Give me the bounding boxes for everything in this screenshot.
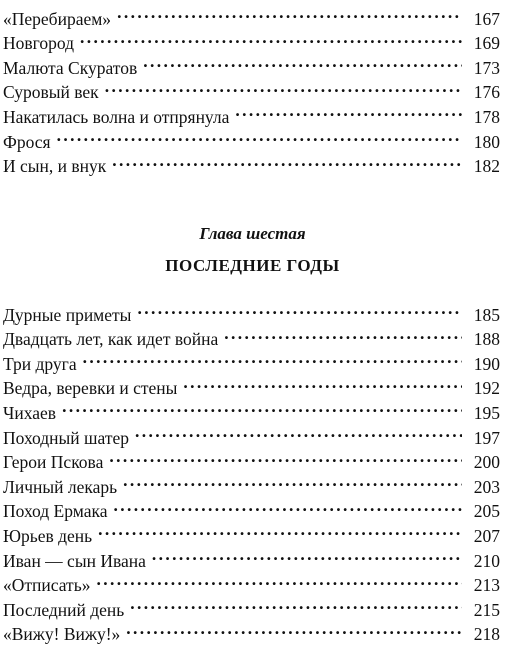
- toc-entry-title: «Отписать»: [3, 575, 91, 596]
- toc-entry-page-number: 176: [473, 82, 500, 103]
- toc-entry[interactable]: [3, 148, 500, 177]
- toc-entry[interactable]: [3, 394, 500, 423]
- toc-entry-title: Двадцать лет, как идет война: [3, 329, 219, 350]
- toc-entry-title: Фрося: [3, 131, 51, 152]
- dot-leader: [123, 468, 462, 493]
- dot-leader: [135, 419, 462, 444]
- toc-entry-page-number: 218: [473, 624, 500, 645]
- toc-entry-page-number: 205: [473, 501, 500, 522]
- toc-entry-title: Поход Ермака: [3, 501, 108, 522]
- chapter-title: ПОСЛЕДНИЕ ГОДЫ: [165, 256, 340, 275]
- dot-leader: [113, 493, 462, 518]
- toc-entry-title: Последний день: [3, 599, 125, 620]
- toc-entry-page-number: 173: [473, 57, 500, 78]
- dot-leader: [235, 98, 462, 123]
- toc-entry-title: Три друга: [3, 353, 77, 374]
- toc-entry-page-number: 210: [473, 550, 500, 571]
- dot-leader: [112, 148, 462, 173]
- toc-entry-title: Малюта Скуратов: [3, 57, 138, 78]
- toc-entry-title: Походный шатер: [3, 427, 130, 448]
- dot-leader: [224, 321, 462, 346]
- toc-entry-title: Иван — сын Ивана: [3, 550, 146, 571]
- dot-leader: [98, 517, 462, 542]
- toc-entry-page-number: 178: [473, 106, 500, 127]
- toc-entry-title: Ведра, веревки и стены: [3, 378, 178, 399]
- dot-leader: [117, 0, 462, 25]
- toc-entry-title: «Перебираем»: [3, 8, 112, 29]
- toc-entry[interactable]: [3, 0, 500, 29]
- toc-entry-title: Дурные приметы: [3, 304, 132, 325]
- toc-entry[interactable]: [3, 419, 500, 448]
- toc-entry-page-number: 200: [473, 452, 500, 473]
- toc-entry-title: Суровый век: [3, 82, 99, 103]
- toc-entry-page-number: 195: [473, 402, 500, 423]
- dot-leader: [130, 591, 462, 616]
- chapter-label: Глава шестая: [199, 224, 306, 243]
- dot-leader: [143, 49, 462, 74]
- toc-entry-page-number: 192: [473, 378, 500, 399]
- toc-entry-page-number: 190: [473, 353, 500, 374]
- toc-entry-page-number: 167: [473, 8, 500, 29]
- toc-entry-page-number: 207: [473, 525, 500, 546]
- toc-entry-page-number: 215: [473, 599, 500, 620]
- dot-leader: [137, 296, 462, 321]
- dot-leader: [57, 123, 462, 148]
- toc-entry-title: Новгород: [3, 33, 75, 54]
- toc-list-top: [3, 0, 500, 177]
- toc-entry-title: И сын, и внук: [3, 156, 107, 177]
- dot-leader: [183, 370, 462, 395]
- toc-entry-page-number: 169: [473, 33, 500, 54]
- toc-entry-page-number: 185: [473, 304, 500, 325]
- toc-entry-title: «Вижу! Вижу!»: [3, 624, 121, 645]
- dot-leader: [83, 345, 462, 370]
- toc-list-bottom: [3, 296, 500, 645]
- toc-entry-title: Чихаев: [3, 402, 57, 423]
- toc-entry-title: Юрьев день: [3, 525, 93, 546]
- toc-entry-page-number: 203: [473, 476, 500, 497]
- toc-entry-title: Личный лекарь: [3, 476, 118, 497]
- dot-leader: [80, 25, 462, 50]
- toc-entry-page-number: 197: [473, 427, 500, 448]
- dot-leader: [96, 567, 462, 592]
- dot-leader: [152, 542, 462, 567]
- toc-entry-title: Накатилась волна и отпрянула: [3, 106, 230, 127]
- toc-entry-page-number: 188: [473, 329, 500, 350]
- dot-leader: [105, 74, 462, 99]
- toc-entry-page-number: 180: [473, 131, 500, 152]
- toc-entry-page-number: 213: [473, 575, 500, 596]
- dot-leader: [109, 444, 462, 469]
- toc-entry-title: Герои Пскова: [3, 452, 104, 473]
- dot-leader: [62, 394, 462, 419]
- toc-entry-page-number: 182: [473, 156, 500, 177]
- toc-entry[interactable]: [3, 296, 500, 325]
- dot-leader: [126, 616, 462, 641]
- toc-entry[interactable]: [3, 123, 500, 152]
